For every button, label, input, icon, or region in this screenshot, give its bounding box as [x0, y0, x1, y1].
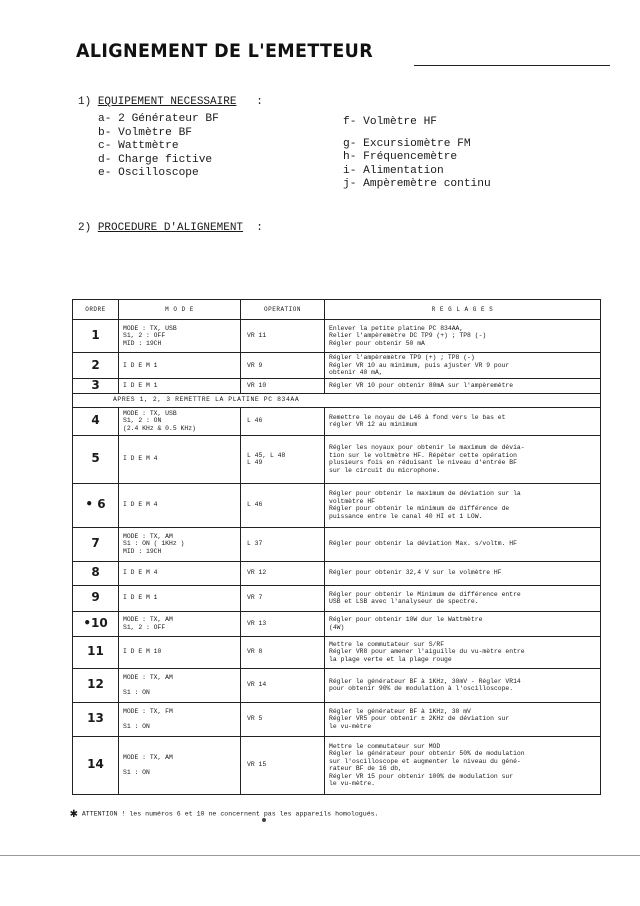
operation-cell: VR 9 [241, 353, 325, 379]
reglages-cell: Remettre le noyau de L46 à fond vers le bas et régler VR 12 au minimum [325, 407, 601, 435]
table-row [73, 702, 601, 736]
reglages-cell: Régler le générateur BF à 1KHz, 30mV - Régler VR14 pour obtenir 90% de modulation à l'oscilloscope. [325, 668, 601, 702]
table-row [73, 320, 601, 353]
equipment-item: a- 2 Générateur BF [98, 113, 219, 125]
table-row [73, 736, 601, 794]
section-1-heading [78, 96, 263, 108]
table-row [73, 527, 601, 561]
equipment-item: i- Alimentation [343, 164, 444, 177]
section-1-number: 1) [78, 96, 92, 108]
mode-cell: I D E M 1 [119, 378, 241, 393]
section-1-title: EQUIPEMENT NECESSAIRE [97, 96, 237, 108]
operation-cell: L 37 [241, 527, 325, 561]
reglages-cell: Régler pour obtenir le maximum de déviation sur la voltmètre HF Régler pour obtenir le minimum de différence de puissance entre le canal 40 HI et 1 LOW. [325, 483, 601, 527]
operation-cell: L 46 [241, 483, 325, 527]
ordre-cell: 1 [73, 320, 119, 353]
page-title: ALIGNEMENT DE L'EMETTEUR [76, 40, 374, 62]
reglages-cell: Régler pour obtenir le Minimum de différence entre USB et LSB avec l'analyseur de spectre. [325, 585, 601, 611]
ordre-cell: 12 [73, 668, 119, 702]
header-ordre: ORDRE [73, 300, 119, 320]
alignment-procedure-table [72, 299, 601, 795]
ordre-cell: 2 [73, 353, 119, 379]
reglages-cell: Régler le générateur BF à 1KHz, 30 mV Régler VR5 pour obtenir ± 2KHz de déviation sur le vu-mètre [325, 702, 601, 736]
section-1-suffix: : [256, 96, 263, 108]
mode-cell: I D E M 1 [119, 353, 241, 379]
operation-cell: VR 12 [241, 561, 325, 585]
reglages-cell: Régler pour obtenir 10W dur le Wattmètre (4W) [325, 611, 601, 636]
equipment-list-left [98, 113, 219, 181]
section-2-heading [78, 222, 263, 234]
operation-cell: VR 10 [241, 378, 325, 393]
table-row [73, 668, 601, 702]
table-row [73, 353, 601, 379]
mode-cell: I D E M 10 [119, 636, 241, 668]
header-mode: M O D E [119, 300, 241, 320]
ordre-cell: 13 [73, 702, 119, 736]
ordre-cell: •10 [73, 611, 119, 636]
equipment-item: e- Oscilloscope [98, 167, 199, 180]
operation-cell: L 45, L 48 L 49 [241, 435, 325, 483]
ordre-cell: 3 [73, 378, 119, 393]
operation-cell: VR 5 [241, 702, 325, 736]
mode-cell: MODE : TX, FM S1 : ON [119, 702, 241, 736]
operation-cell: VR 11 [241, 320, 325, 353]
mode-cell: MODE : TX, AM S1 : ON ( 1KHz ) MID : 19CH [119, 527, 241, 561]
mode-cell: MODE : TX, USB S1, 2 : OFF MID : 19CH [119, 320, 241, 353]
header-operation: OPERATION [241, 300, 325, 320]
ordre-cell: 5 [73, 435, 119, 483]
ordre-cell: 14 [73, 736, 119, 794]
equipment-list-right [343, 116, 491, 192]
section-2-title: PROCEDURE D'ALIGNEMENT [97, 222, 244, 234]
reglages-cell: Régler les noyaux pour obtenir le maximum de dévia- tion sur le voltmètre HF. Répéter cette opération plusieurs fois en réduisant le niveau d'entrée BF sur le circuit du microphone. [325, 435, 601, 483]
title-underline [414, 65, 610, 66]
reglages-cell: Mettre le commutateur sur MOD Régler le générateur pour obtenir 50% de modulation sur l'oscilloscope et augmenter le niveau du géné- rateur BF de 16 db, Régler VR 15 pour obtenir 100% de modulation sur le vu-mètre. [325, 736, 601, 794]
page-bottom-rule [0, 855, 640, 856]
ordre-cell: 8 [73, 561, 119, 585]
mode-cell: I D E M 1 [119, 585, 241, 611]
ordre-cell: 11 [73, 636, 119, 668]
equipment-item: h- Fréquencemètre [343, 151, 458, 164]
ordre-cell: 4 [73, 407, 119, 435]
reglages-cell: Enlever la petite platine PC 834AA, Relier l'ampèremètre DC TP9 (+) ; TP8 (-) Régler pour obtenir 50 mA [325, 320, 601, 353]
ordre-cell: • 6 [73, 483, 119, 527]
reglages-cell: Régler VR 10 pour obtenir 80mA sur l'ampèremètre [325, 378, 601, 393]
equipment-item: d- Charge fictive [98, 153, 213, 166]
table-row [73, 435, 601, 483]
operation-cell: VR 8 [241, 636, 325, 668]
table-row [73, 611, 601, 636]
equipment-item: f- Volmètre HF [343, 116, 437, 128]
equipment-item: j- Ampèremètre continu [343, 178, 491, 191]
reglages-cell: Régler pour obtenir la déviation Max. s/voltm. HF [325, 527, 601, 561]
ordre-cell: 7 [73, 527, 119, 561]
asterisk-icon: ✱ [70, 806, 78, 821]
reinstall-platine-note: APRES 1, 2, 3 REMETTRE LA PLATINE PC 834AA [73, 393, 601, 407]
ink-mark [262, 818, 266, 822]
operation-cell: VR 13 [241, 611, 325, 636]
table-header-row [73, 300, 601, 320]
header-reglages: R E G L A G E S [325, 300, 601, 320]
operation-cell: L 46 [241, 407, 325, 435]
mode-cell: MODE : TX, USB S1, 2 : ON (2.4 KHz & 0.5 KHz) [119, 407, 241, 435]
mode-cell: MODE : TX, AM S1, 2 : OFF [119, 611, 241, 636]
table-row [73, 407, 601, 435]
mode-cell: I D E M 4 [119, 561, 241, 585]
reglages-cell: Mettre le commutateur sur S/RF Régler VR8 pour amener l'aiguille du vu-mètre entre la plage verte et la plage rouge [325, 636, 601, 668]
table-row [73, 483, 601, 527]
table-row [73, 636, 601, 668]
table-row [73, 585, 601, 611]
operation-cell: VR 14 [241, 668, 325, 702]
table-row [73, 561, 601, 585]
footnote-text: ATTENTION ! les numéros 6 et 10 ne concernent pas les appareils homologués. [81, 810, 379, 818]
reglages-cell: Régler l'ampèremètre TP9 (+) ; TP8 (-) Régler VR 10 au minimum, puis ajuster VR 9 pour obtenir 40 mA, [325, 353, 601, 379]
mode-cell: I D E M 4 [119, 483, 241, 527]
operation-cell: VR 15 [241, 736, 325, 794]
equipment-item: b- Volmètre BF [98, 126, 192, 139]
mode-cell: MODE : TX, AM S1 : ON [119, 668, 241, 702]
mode-cell: I D E M 4 [119, 435, 241, 483]
table-row-note [73, 393, 601, 407]
footnote [70, 806, 379, 821]
section-2-suffix: : [256, 222, 263, 234]
operation-cell: VR 7 [241, 585, 325, 611]
table-row [73, 378, 601, 393]
equipment-item: c- Wattmètre [98, 140, 179, 153]
mode-cell: MODE : TX, AM S1 : ON [119, 736, 241, 794]
equipment-item: g- Excursiomètre FM [343, 137, 471, 150]
reglages-cell: Régler pour obtenir 32,4 V sur le volmètre HF [325, 561, 601, 585]
ordre-cell: 9 [73, 585, 119, 611]
section-2-number: 2) [78, 222, 92, 234]
